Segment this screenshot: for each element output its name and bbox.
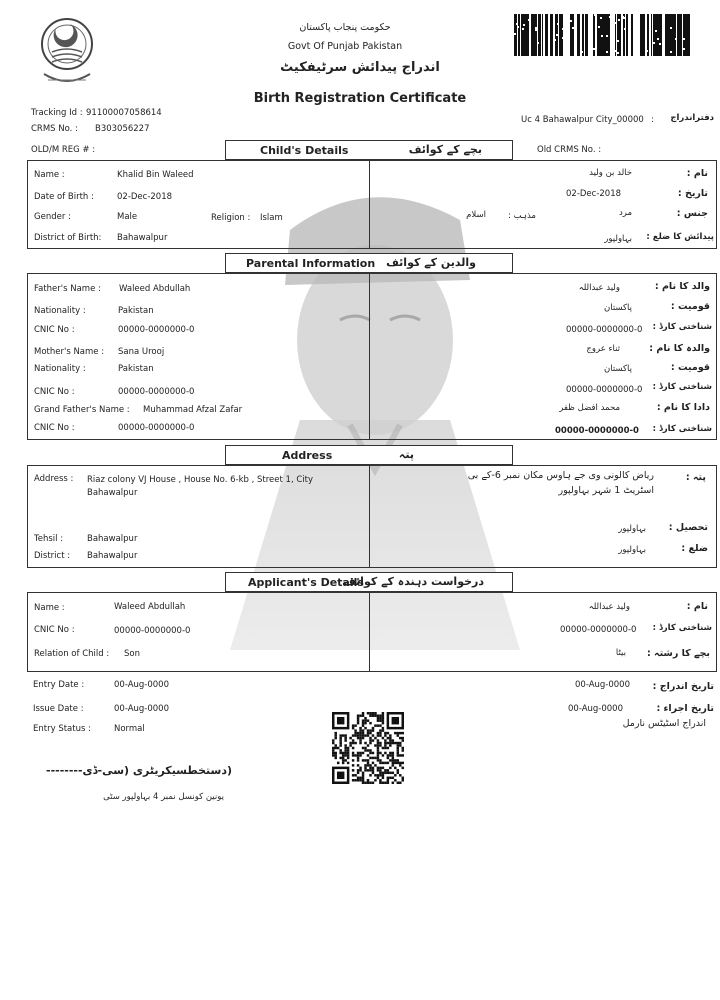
entry-date-value-ur: 00-Aug-0000	[575, 680, 630, 690]
entry-status-value: Normal	[114, 724, 145, 734]
child-dob-label: Date of Birth :	[34, 192, 94, 202]
grandfather-cnic-value: 00000-0000000-0	[118, 423, 195, 433]
govt-english: Govt Of Punjab Pakistan	[287, 41, 403, 52]
address-line-1: Riaz colony VJ House , House No. 6-kb , Street 1, City	[87, 475, 314, 485]
entry-date-value: 00-Aug-0000	[114, 680, 169, 690]
child-district-label: District of Birth:	[34, 233, 102, 243]
applicant-divider	[369, 592, 370, 672]
registration-office-label-urdu: دفتراندراج	[670, 113, 714, 123]
child-name-label: Name :	[34, 170, 65, 180]
old-crms-label: Old CRMS No. :	[537, 145, 602, 155]
child-dob-label-ur: تاریخ :	[677, 188, 708, 199]
relation-value: Son	[124, 649, 140, 659]
applicant-name-label-ur: نام :	[686, 601, 708, 612]
address-heading	[225, 445, 513, 465]
relation-label-ur: بچے کا رشتہ :	[646, 648, 710, 659]
address-label-ur: پتہ :	[685, 472, 706, 483]
address-line-2-ur: اسٹریٹ 1 شہر بہاولپور	[558, 485, 654, 496]
father-name-label: Father's Name :	[34, 284, 101, 294]
applicant-name-label: Name :	[34, 603, 65, 613]
applicant-cnic-value: 00000-0000000-0	[114, 626, 191, 636]
entry-date-label-ur: تاریخ اندراج :	[652, 681, 714, 692]
father-name-value-ur: ولید عبداللہ	[578, 283, 620, 293]
address-divider	[369, 465, 370, 568]
mother-cnic-value-ur: 00000-0000000-0	[566, 385, 643, 395]
union-council-label: یونین کونسل نمبر 4 بہاولپور سٹی	[103, 792, 224, 802]
registration-office-colon: :	[651, 115, 654, 125]
relation-value-ur: بیٹا	[615, 648, 626, 658]
grandfather-name-label-ur: دادا کا نام :	[656, 402, 710, 413]
father-nationality-label-ur: قومیت :	[670, 301, 710, 312]
old-reg-label: OLD/M REG # :	[31, 145, 96, 155]
father-cnic-label-ur: شناختی کارڈ :	[652, 322, 712, 332]
tracking-id-label: Tracking Id :	[31, 108, 83, 118]
mother-name-value: Sana Urooj	[118, 347, 165, 357]
parents-heading-en: Parental Information	[246, 257, 376, 270]
address-district-label: District :	[34, 551, 71, 561]
father-name-value: Waleed Abdullah	[119, 284, 191, 294]
mother-cnic-label: CNIC No :	[34, 387, 75, 397]
father-nationality-value-ur: پاکستان	[604, 303, 632, 313]
entry-date-label: Entry Date :	[33, 680, 85, 690]
child-dob-value-ur: 02-Dec-2018	[566, 189, 622, 199]
applicant-cnic-value-ur: 00000-0000000-0	[560, 625, 637, 635]
issue-date-value: 00-Aug-0000	[114, 704, 169, 714]
certificate-title-urdu: اندراج پیدائش سرٹیفکیٹ	[280, 60, 440, 75]
applicant-name-value-ur: ولید عبداللہ	[588, 602, 630, 612]
qr-code	[332, 712, 404, 784]
parental-info-heading	[225, 253, 513, 273]
barcode	[512, 14, 692, 56]
entry-status-label: Entry Status :	[33, 724, 91, 734]
child-name-label-ur: نام :	[686, 168, 708, 179]
mother-nationality-value: Pakistan	[118, 364, 154, 374]
applicant-details-heading	[225, 572, 513, 592]
child-district-value: Bahawalpur	[117, 233, 168, 243]
child-district-label-ur: پیدائش کا ضلع :	[646, 232, 714, 242]
address-label: Address :	[34, 474, 74, 484]
address-district-label-ur: ضلع :	[681, 543, 708, 554]
address-district-value: Bahawalpur	[87, 551, 138, 561]
father-nationality-value: Pakistan	[118, 306, 154, 316]
child-name-value: Khalid Bin Waleed	[117, 170, 194, 180]
father-cnic-value-ur: 00000-0000000-0	[566, 325, 643, 335]
parents-divider	[369, 273, 370, 440]
child-district-value-ur: بہاولپور	[604, 234, 632, 244]
mother-nationality-label: Nationality :	[34, 364, 86, 374]
father-name-label-ur: والد کا نام :	[654, 281, 710, 292]
father-cnic-label: CNIC No :	[34, 325, 75, 335]
child-name-value-ur: خالد بن ولید	[589, 168, 632, 178]
grandfather-name-label: Grand Father's Name :	[34, 405, 130, 415]
child-gender-value-ur: مرد	[618, 208, 632, 218]
applicant-heading-en: Applicant's Details	[248, 576, 364, 589]
applicant-heading-ur: درخواست دہندہ کے کوائف	[342, 575, 484, 588]
address-line-1-ur: ریاض کالونی وی جے ہاوس مکان نمبر 6-کے بی	[467, 470, 654, 481]
address-district-value-ur: بہاولپور	[618, 545, 646, 555]
parents-heading-ur: والدین کے کوائف	[386, 256, 476, 269]
issue-date-label-ur: تاریخ اجراء :	[656, 703, 714, 714]
applicant-cnic-label-ur: شناختی کارڈ :	[652, 623, 712, 633]
grandfather-name-value-ur: محمد افضل ظفر	[559, 403, 620, 413]
govt-urdu: حکومت پنجاب پاکستان	[299, 22, 391, 33]
father-nationality-label: Nationality :	[34, 306, 86, 316]
grandfather-cnic-label: CNIC No :	[34, 423, 75, 433]
secretary-signature-line: (دستخطسیکریٹری (سی-ڈی--------	[46, 764, 232, 777]
mother-nationality-label-ur: قومیت :	[670, 362, 710, 373]
child-religion-value: Islam	[260, 213, 283, 223]
tehsil-label-ur: تحصیل :	[668, 522, 708, 533]
mother-nationality-value-ur: پاکستان	[604, 364, 632, 374]
tehsil-value: Bahawalpur	[87, 534, 138, 544]
grandfather-name-value: Muhammad Afzal Zafar	[143, 405, 243, 415]
child-heading-en: Child's Details	[260, 144, 349, 157]
issue-date-label: Issue Date :	[33, 704, 84, 714]
crms-no-value: B303056227	[95, 124, 150, 134]
applicant-cnic-label: CNIC No :	[34, 625, 75, 635]
address-heading-ur: پتہ	[398, 448, 414, 461]
address-heading-en: Address	[282, 449, 333, 462]
child-heading-ur: بچے کے کوائف	[408, 143, 482, 156]
child-religion-label-ur: مذہب :	[508, 211, 536, 221]
grandfather-cnic-label-ur: شناختی کارڈ :	[652, 424, 712, 434]
entry-status-ur: اندراج اسٹیٹس نارمل	[622, 718, 706, 729]
child-gender-label-ur: جنس :	[676, 208, 708, 219]
mother-name-label-ur: والدہ کا نام :	[649, 343, 710, 354]
crms-no-label: CRMS No. :	[31, 124, 78, 134]
issue-date-value-ur: 00-Aug-0000	[568, 704, 623, 714]
child-details-heading	[225, 140, 513, 160]
child-religion-label: Religion :	[211, 213, 251, 223]
applicant-name-value: Waleed Abdullah	[114, 602, 186, 612]
tehsil-label: Tehsil :	[34, 534, 64, 544]
child-religion-value-ur: اسلام	[466, 210, 486, 220]
certificate-title-english: Birth Registration Certificate	[253, 91, 467, 106]
child-divider	[369, 160, 370, 249]
child-dob-value: 02-Dec-2018	[117, 192, 173, 202]
father-cnic-value: 00000-0000000-0	[118, 325, 195, 335]
mother-name-label: Mother's Name :	[34, 347, 105, 357]
child-gender-label: Gender :	[34, 212, 71, 222]
child-gender-value: Male	[117, 212, 138, 222]
relation-label: Relation of Child :	[34, 649, 110, 659]
tracking-id-value: 91100007058614	[86, 108, 162, 118]
punjab-government-logo	[38, 10, 96, 88]
registration-office-value: Uc 4 Bahawalpur City_00000	[521, 115, 644, 125]
grandfather-cnic-value-ur: 00000-0000000-0	[555, 426, 639, 436]
mother-cnic-label-ur: شناختی کارڈ :	[652, 382, 712, 392]
address-line-2: Bahawalpur	[87, 488, 138, 498]
tehsil-value-ur: بہاولپور	[618, 524, 646, 534]
mother-name-value-ur: ثناء عروج	[586, 344, 620, 354]
mother-cnic-value: 00000-0000000-0	[118, 387, 195, 397]
